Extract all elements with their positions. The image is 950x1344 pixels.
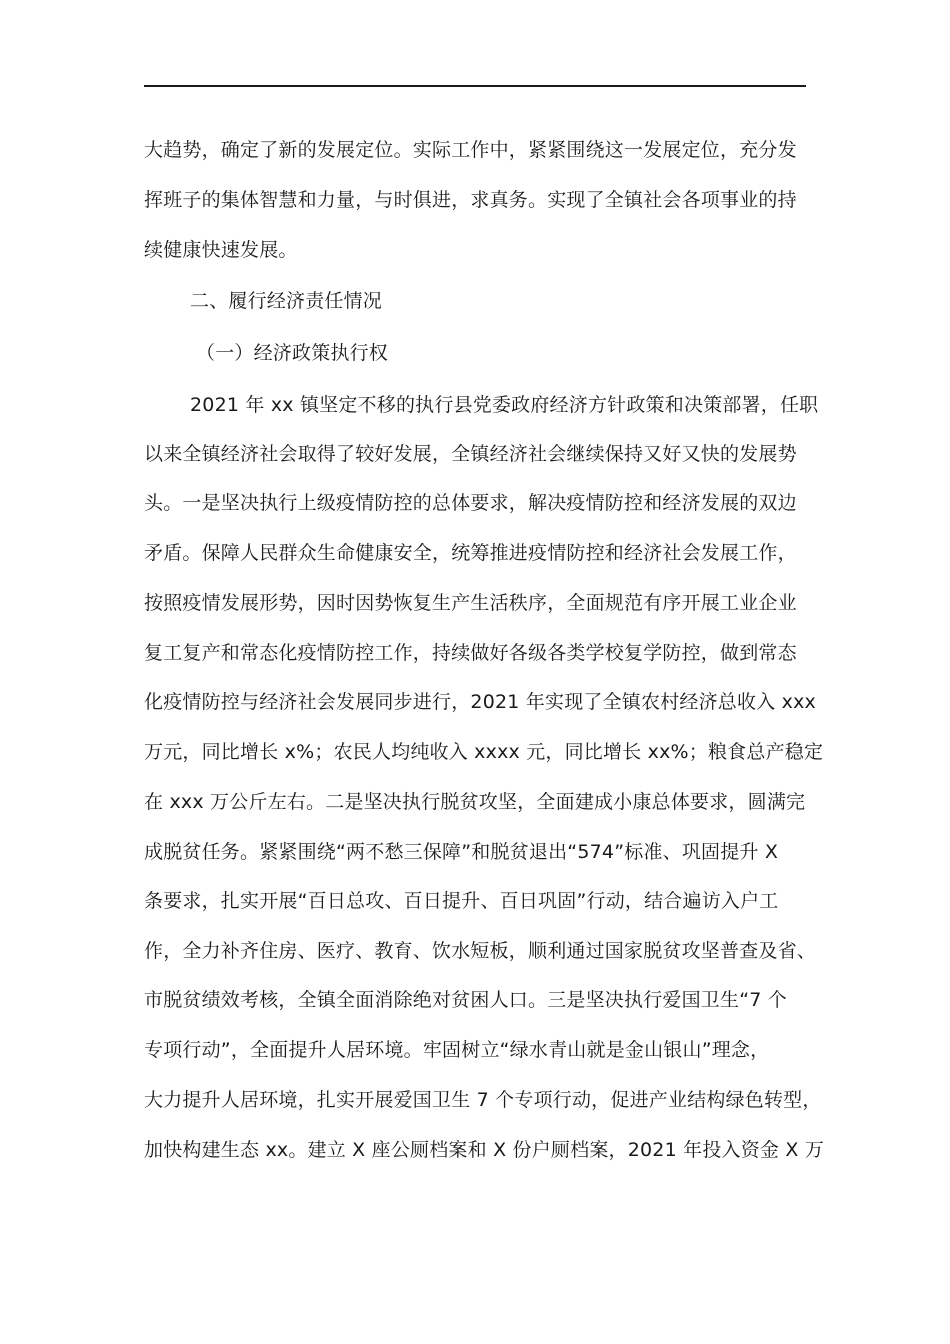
text-line: 矛盾。保障人民群众生命健康安全，统筹推进疫情防控和经济社会发展工作，: [144, 542, 797, 564]
text-line: 条要求，扎实开展“百日总攻、百日提升、百日巩固”行动，结合遍访入户工: [144, 890, 779, 912]
text-line: 加快构建生态 xx。建立 X 座公厕档案和 X 份户厕档案，2021 年投入资金 X 万: [144, 1139, 825, 1161]
paragraph-first-line: 2021 年 xx 镇坚定不移的执行县党委政府经济方针政策和决策部署，任职: [190, 394, 819, 416]
text-line: 续健康快速发展。: [144, 239, 298, 261]
text-line: 化疫情防控与经济社会发展同步进行，2021 年实现了全镇农村经济总收入 xxx: [144, 691, 816, 713]
text-line: 以来全镇经济社会取得了较好发展，全镇经济社会继续保持又好又快的发展势: [144, 443, 797, 465]
text-line: 万元，同比增长 x%；农民人均纯收入 xxxx 元，同比增长 xx%；粮食总产稳定: [144, 741, 824, 763]
text-line: 专项行动”，全面提升人居环境。牢固树立“绿水青山就是金山银山”理念，: [144, 1039, 770, 1061]
subsection-heading: （一）经济政策执行权: [196, 342, 389, 364]
section-heading: 二、履行经济责任情况: [190, 290, 383, 312]
text-line: 复工复产和常态化疫情防控工作，持续做好各级各类学校复学防控，做到常态: [144, 642, 797, 664]
text-line: 在 xxx 万公斤左右。二是坚决执行脱贫攻坚，全面建成小康总体要求，圆满完: [144, 791, 806, 813]
text-line: 作，全力补齐住房、医疗、教育、饮水短板，顺利通过国家脱贫攻坚普查及省、: [144, 940, 817, 962]
text-line: 大趋势，确定了新的发展定位。实际工作中，紧紧围绕这一发展定位，充分发: [144, 139, 797, 161]
text-line: 成脱贫任务。紧紧围绕“两不愁三保障”和脱贫退出“574”标准、巩固提升 X: [144, 841, 779, 863]
text-line: 大力提升人居环境，扎实开展爱国卫生 7 个专项行动，促进产业结构绿色转型，: [144, 1089, 822, 1111]
text-line: 市脱贫绩效考核，全镇全面消除绝对贫困人口。三是坚决执行爱国卫生“7 个: [144, 989, 787, 1011]
text-line: 挥班子的集体智慧和力量，与时俱进，求真务。实现了全镇社会各项事业的持: [144, 189, 797, 211]
header-rule: [144, 85, 806, 87]
text-line: 头。一是坚决执行上级疫情防控的总体要求，解决疫情防控和经济发展的双边: [144, 492, 797, 514]
text-line: 按照疫情发展形势，因时因势恢复生产生活秩序，全面规范有序开展工业企业: [144, 592, 797, 614]
